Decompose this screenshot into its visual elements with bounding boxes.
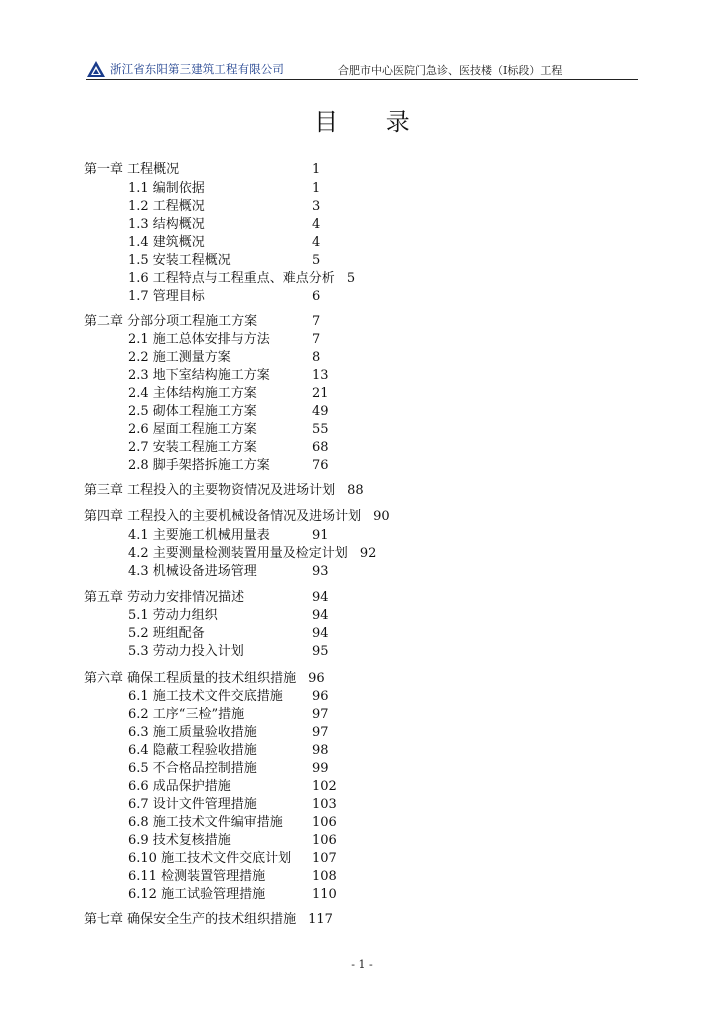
toc-label: 第一章 工程概况 — [84, 162, 180, 177]
toc-chapter — [84, 161, 179, 179]
toc-label: 6.2 工序“三检”措施 — [128, 707, 245, 722]
toc-section — [128, 545, 348, 563]
toc-section — [128, 724, 257, 742]
toc-label: 2.4 主体结构施工方案 — [128, 386, 257, 401]
toc-label: 1.6 工程特点与工程重点、难点分析 — [128, 271, 335, 286]
toc-section — [128, 421, 257, 439]
header-rule — [86, 79, 638, 80]
toc-page-number: 1 — [312, 181, 321, 196]
toc-label: 1.3 结构概况 — [128, 217, 205, 232]
toc-section — [128, 688, 283, 706]
toc-label: 1.1 编制依据 — [128, 181, 205, 196]
toc-label: 1.5 安装工程概况 — [128, 253, 231, 268]
toc-label: 2.8 脚手架搭拆施工方案 — [128, 458, 270, 473]
toc-label: 第七章 确保安全生产的技术组织措施 — [84, 912, 297, 927]
toc-label: 1.4 建筑概况 — [128, 235, 205, 250]
toc-page-number: 108 — [312, 869, 337, 884]
toc-section — [128, 385, 257, 403]
toc-page-number: 106 — [312, 833, 337, 848]
toc-page-number: 91 — [312, 528, 329, 543]
toc-label: 6.9 技术复核措施 — [128, 833, 231, 848]
toc-page-number: 88 — [347, 483, 364, 498]
project-name: 合肥市中心医院门急诊、医技楼（Ⅰ标段）工程 — [338, 64, 563, 77]
toc-section — [128, 216, 205, 234]
toc-page-number: 1 — [312, 162, 321, 177]
toc-section — [128, 563, 257, 581]
toc-section — [128, 832, 231, 850]
toc-section — [128, 234, 205, 252]
toc-section — [128, 868, 265, 886]
toc-section — [128, 270, 335, 288]
toc-section — [128, 403, 257, 421]
toc-section — [128, 180, 205, 198]
toc-page-number: 49 — [312, 404, 329, 419]
toc-section — [128, 331, 270, 349]
toc-label: 2.1 施工总体安排与方法 — [128, 332, 270, 347]
toc-section — [128, 778, 231, 796]
page-number: - 1 - — [351, 958, 373, 971]
toc-section — [128, 742, 257, 760]
toc-label: 第四章 工程投入的主要机械设备情况及进场计划 — [84, 509, 362, 524]
toc-chapter — [84, 670, 296, 688]
toc-label: 6.1 施工技术文件交底措施 — [128, 689, 283, 704]
toc-label: 6.11 检测装置管理措施 — [128, 869, 266, 884]
toc-page-number: 97 — [312, 725, 329, 740]
toc-label: 6.7 设计文件管理措施 — [128, 797, 257, 812]
toc-page-number: 5 — [346, 271, 356, 286]
toc-page-number: 90 — [373, 509, 390, 524]
toc-label: 4.1 主要施工机械用量表 — [128, 528, 270, 543]
toc-label: 6.10 施工技术文件交底计划 — [128, 851, 292, 866]
toc-chapter — [84, 589, 244, 607]
toc-label: 第六章 确保工程质量的技术组织措施 — [84, 671, 297, 686]
toc-label: 2.6 屋面工程施工方案 — [128, 422, 257, 437]
toc-page-number: 4 — [312, 217, 321, 232]
toc-section — [128, 349, 231, 367]
toc-label: 6.5 不合格品控制措施 — [128, 761, 257, 776]
toc-page-number: 106 — [312, 815, 337, 830]
toc-section — [128, 527, 270, 545]
toc-page-number: 94 — [312, 626, 329, 641]
toc-label: 6.3 施工质量验收措施 — [128, 725, 257, 740]
toc-page-number: 117 — [308, 912, 333, 927]
toc-label: 6.6 成品保护措施 — [128, 779, 231, 794]
toc-page-number: 7 — [312, 332, 321, 347]
toc-page-number: 8 — [312, 350, 321, 365]
toc-section — [128, 198, 205, 216]
toc-page-number: 96 — [312, 689, 329, 704]
toc-page-number: 95 — [312, 644, 329, 659]
toc-page-number: 5 — [312, 253, 321, 268]
toc-section — [128, 367, 270, 385]
toc-label: 5.2 班组配备 — [128, 626, 205, 641]
toc-chapter — [84, 482, 335, 500]
toc-page-number: 102 — [312, 779, 337, 794]
toc-label: 1.2 工程概况 — [128, 199, 205, 214]
toc-page-number: 21 — [312, 386, 329, 401]
toc-label: 6.4 隐蔽工程验收措施 — [128, 743, 257, 758]
page-title: 目 录 — [314, 108, 430, 136]
toc-page-number: 98 — [312, 743, 329, 758]
company-name: 浙江省东阳第三建筑工程有限公司 — [110, 62, 284, 76]
toc-section — [128, 607, 218, 625]
toc-page-number: 94 — [312, 608, 329, 623]
toc-page-number: 96 — [308, 671, 325, 686]
toc-page-number: 68 — [312, 440, 329, 455]
toc-section — [128, 706, 244, 724]
toc-page-number: 103 — [312, 797, 337, 812]
toc-page-number: 110 — [312, 887, 337, 902]
toc-section — [128, 886, 265, 904]
toc-label: 2.7 安装工程施工方案 — [128, 440, 257, 455]
toc-label: 6.8 施工技术文件编审措施 — [128, 815, 283, 830]
toc-page-number: 76 — [312, 458, 329, 473]
toc-label: 2.2 施工测量方案 — [128, 350, 231, 365]
toc-label: 第二章 分部分项工程施工方案 — [84, 314, 258, 329]
toc-page-number: 13 — [312, 368, 329, 383]
toc-label: 4.3 机械设备进场管理 — [128, 564, 257, 579]
toc-section — [128, 457, 270, 475]
toc-section — [128, 850, 291, 868]
toc-section — [128, 643, 244, 661]
toc-section — [128, 814, 283, 832]
toc-label: 4.2 主要测量检测装置用量及检定计划 — [128, 546, 348, 561]
toc-page-number: 94 — [312, 590, 329, 605]
toc-page-number: 4 — [312, 235, 321, 250]
toc-section — [128, 796, 257, 814]
toc-page-number: 107 — [312, 851, 337, 866]
toc-section — [128, 625, 205, 643]
toc-page-number: 99 — [312, 761, 329, 776]
toc-label: 第五章 劳动力安排情况描述 — [84, 590, 245, 605]
toc-section — [128, 288, 205, 306]
toc-page-number: 97 — [312, 707, 329, 722]
toc-label: 1.7 管理目标 — [128, 289, 205, 304]
toc-chapter — [84, 313, 257, 331]
toc-label: 第三章 工程投入的主要物资情况及进场计划 — [84, 483, 336, 498]
toc-label: 2.3 地下室结构施工方案 — [128, 368, 270, 383]
toc-page-number: 3 — [312, 199, 321, 214]
page-header — [86, 58, 638, 80]
toc-page-number: 7 — [312, 314, 321, 329]
toc-page-number: 6 — [312, 289, 321, 304]
toc-chapter — [84, 911, 296, 929]
toc-label: 2.5 砌体工程施工方案 — [128, 404, 257, 419]
toc-label: 5.1 劳动力组织 — [128, 608, 218, 623]
toc-page-number: 55 — [312, 422, 329, 437]
toc-section — [128, 760, 257, 778]
toc-section — [128, 252, 231, 270]
toc-page-number: 93 — [312, 564, 329, 579]
toc-label: 6.12 施工试验管理措施 — [128, 887, 266, 902]
toc-section — [128, 439, 257, 457]
toc-label: 5.3 劳动力投入计划 — [128, 644, 244, 659]
triangle-logo-icon — [86, 60, 106, 78]
toc-chapter — [84, 508, 361, 526]
toc-page-number: 92 — [359, 546, 377, 561]
